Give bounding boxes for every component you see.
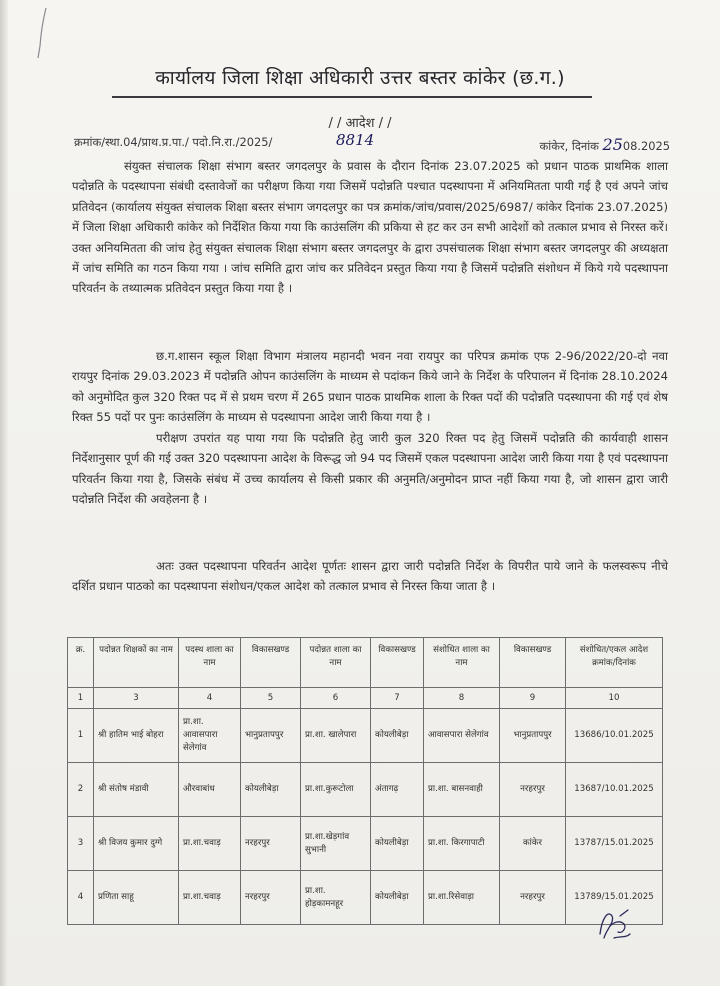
officer-signature bbox=[594, 904, 634, 944]
table-header: संशोधित शाला का नाम bbox=[424, 638, 500, 688]
table-cell: प्रा.शा. आवासपारा सेलेगांव bbox=[179, 709, 241, 763]
handwritten-day: 25 bbox=[602, 135, 623, 154]
margin-pen-mark bbox=[36, 6, 50, 60]
column-number: 4 bbox=[179, 688, 241, 709]
table-header: पदस्थ शाला का नाम bbox=[179, 638, 241, 688]
column-number: 9 bbox=[500, 688, 566, 709]
table-cell: 1 bbox=[68, 709, 94, 763]
table-row bbox=[68, 817, 663, 871]
table-cell: नरहरपुर bbox=[500, 871, 566, 925]
table-cell: प्रा.शा. बासनवाही bbox=[424, 763, 500, 817]
table-cell: कांकेर bbox=[500, 817, 566, 871]
table-cell: नरहरपुर bbox=[241, 817, 301, 871]
column-number: 6 bbox=[301, 688, 371, 709]
table-cell: कोयलीबेड़ा bbox=[241, 763, 301, 817]
table-header: पदोन्नत शिक्षकों का नाम bbox=[94, 638, 179, 688]
table-cell: श्री हातिम भाई बोहरा bbox=[94, 709, 179, 763]
office-title: कार्यालय जिला शिक्षा अधिकारी उत्तर बस्तर कांकेर (छ.ग.) bbox=[155, 67, 565, 89]
table-header: विकासखण्ड bbox=[241, 638, 301, 688]
table-cell: 13687/10.01.2025 bbox=[566, 763, 663, 817]
table-cell: प्रा.शा.कुरूटोला bbox=[301, 763, 371, 817]
table-cell: 13686/10.01.2025 bbox=[566, 709, 663, 763]
paragraph-4: अतः उक्त पदस्थापना परिवर्तन आदेश पूर्णतः शासन द्वारा जारी पदोन्नति निर्देश के विपरीत पाये जाने के फलस्वरूप नीचे दर्शित प्रधान पाठको का पदस्थापना संशोधन/एकल आदेश को तत्काल प्रभाव से निरस्त किया जाता है । bbox=[72, 559, 668, 594]
reference-number: क्रमांक/स्था.04/प्राथ.प्र.पा./ पदो.नि.रा./2025/ bbox=[74, 135, 273, 149]
table-cell: 13789/15.01.2025 bbox=[566, 871, 663, 925]
table-header-row bbox=[68, 638, 663, 688]
table-cell: प्रणिता साहू bbox=[94, 871, 179, 925]
date-prefix: कांकेर, दिनांक bbox=[539, 139, 599, 153]
table-cell: प्रा.शा. किरगापाटी bbox=[424, 817, 500, 871]
table-cell: कोयलीबेड़ा bbox=[371, 709, 424, 763]
table-cell: 3 bbox=[68, 817, 94, 871]
table-cell: औरवाबांध bbox=[179, 763, 241, 817]
table-cell: कोयलीबेड़ा bbox=[371, 871, 424, 925]
table-header: विकासखण्ड bbox=[500, 638, 566, 688]
table-header: संशोधित/एकल आदेश क्रमांक/दिनांक bbox=[566, 638, 663, 688]
column-number: 1 bbox=[68, 688, 94, 709]
table-row bbox=[68, 763, 663, 817]
table-row bbox=[68, 871, 663, 925]
table-cell: प्रा.शा.चवाड़ bbox=[179, 871, 241, 925]
table-cell: श्री संतोष मंडावी bbox=[94, 763, 179, 817]
table-header: पदोन्नत शाला का नाम bbox=[301, 638, 371, 688]
column-number: 5 bbox=[241, 688, 301, 709]
column-number: 10 bbox=[566, 688, 663, 709]
column-number-row bbox=[68, 688, 663, 709]
table-cell: 4 bbox=[68, 871, 94, 925]
order-heading: / / आदेश / / bbox=[328, 116, 392, 131]
table-cell: कोयलीबेड़ा bbox=[371, 817, 424, 871]
table-cell: 2 bbox=[68, 763, 94, 817]
table-cell: श्री विजय कुमार दुग्गे bbox=[94, 817, 179, 871]
table-cell: प्रा.शा.चवाड़ bbox=[179, 817, 241, 871]
cancelled-postings-table bbox=[67, 637, 663, 925]
paragraph-3: परीक्षण उपरांत यह पाया गया कि पदोन्नति हेतु जारी कुल 320 रिक्त पद हेतु जिसमें पदोन्नति की कार्यवाही शासन निर्देशानुसार पूर्ण की गई उक्त 320 पदस्थापना आदेश के विरूद्ध जो 94 पद जिसमें एकल पदस्थापना आदेश जारी किया गया है एवं पदस्थापना परिवर्तन किया गया है, जिसके संबंध में उच्च कार्यालय से किसी प्रकार की अनुमति/अनुमोदन प्राप्त नहीं किया गया है, जो शासन द्वारा जारी पदोन्नति निर्देश की अवहेलना है । bbox=[72, 431, 668, 507]
column-number: 7 bbox=[371, 688, 424, 709]
date-suffix: 08.2025 bbox=[622, 139, 670, 153]
table-cell: 13787/15.01.2025 bbox=[566, 817, 663, 871]
table-header: विकासखण्ड bbox=[371, 638, 424, 688]
table-cell: नरहरपुर bbox=[500, 763, 566, 817]
paragraph-2: छ.ग.शासन स्कूल शिक्षा विभाग मंत्रालय महानदी भवन नवा रायपुर का परिपत्र क्रमांक एफ 2-96/2022/20-दो नवा रायपुर दिनांक 29.03.2023 में पदोन्नति ओपन काउंसलिंग के माध्यम से पदांकन किये जाने के निर्देश के परिपालन में दिनांक 28.10.2024 को अनुमोदित कुल 320 रिक्त पद में से प्रथम चरण में 265 प्रधान पाठक प्राथमिक शाला के रिक्त पदों की पदोन्नति पदस्थापना की गई एवं शेष रिक्त 55 पदों पर पुनः काउंसलिंग के माध्यम से पदस्थापना आदेश जारी किया गया है । bbox=[72, 349, 668, 425]
title-underline bbox=[112, 96, 592, 98]
handwritten-order-number: 8814 bbox=[336, 131, 375, 149]
table-cell: आवासपारा सेलेगांव bbox=[424, 709, 500, 763]
table-cell: प्रा.शा. खालेपारा bbox=[301, 709, 371, 763]
page-edge-shadow bbox=[0, 0, 8, 986]
table-cell: नरहरपुर bbox=[241, 871, 301, 925]
table-cell: भानुप्रतापपुर bbox=[500, 709, 566, 763]
table-cell: प्रा.शा.खेड़गांव सुभानी bbox=[301, 817, 371, 871]
table-cell: प्रा.शा.रिसेवाड़ा bbox=[424, 871, 500, 925]
paragraph-1: संयुक्त संचालक शिक्षा संभाग बस्तर जगदलपुर के प्रवास के दौरान दिनांक 23.07.2025 को प्रधान पाठक प्राथमिक शाला पदोन्नति के पदस्थापना संबंधी दस्तावेजों का परीक्षण किया गया जिसमें पदोन्नति पश्चात पदस्थापना में अनियमितता पायी गई है एवं अपने जांच प्रतिवेदन (कार्यालय संयुक्त संचालक शिक्षा बस्तर संभाग जगदलपुर का पत्र क्रमांक/जांच/प्रवास/2025/6987/ कांकेर दिनांक 23.07.2025) में जिला शिक्षा अधिकारी कांकेर को निर्देशित किया गया कि काउंसलिंग की प्रकिया से हट कर उन सभी आदेशों को तत्काल प्रभाव से निरस्त करें। उक्त अनियमितता की जांच हेतु संयुक्त संचालक शिक्षा संभाग बस्तर जगदलपुर के द्वारा उपसंचालक शिक्षा संभाग बस्तर जगदलपुर की अध्यक्षता में जांच समिति का गठन किया गया । जांच समिति द्वारा जांच कर प्रतिवेदन प्रस्तुत किया गया है जिसमें पदोन्नति संशोधन में किये गये पदस्थापना परिवर्तन के तथ्यात्मक प्रतिवेदन प्रस्तुत किया गया है । bbox=[72, 159, 668, 296]
reference-date bbox=[540, 135, 670, 154]
table-header: क्र. bbox=[68, 638, 94, 688]
table-cell: अंतागढ़ bbox=[371, 763, 424, 817]
column-number: 3 bbox=[94, 688, 179, 709]
table-cell: प्रा.शा. होड़कामनहूर bbox=[301, 871, 371, 925]
table-row bbox=[68, 709, 663, 763]
column-number: 8 bbox=[424, 688, 500, 709]
table-cell: भानुप्रतापपुर bbox=[241, 709, 301, 763]
